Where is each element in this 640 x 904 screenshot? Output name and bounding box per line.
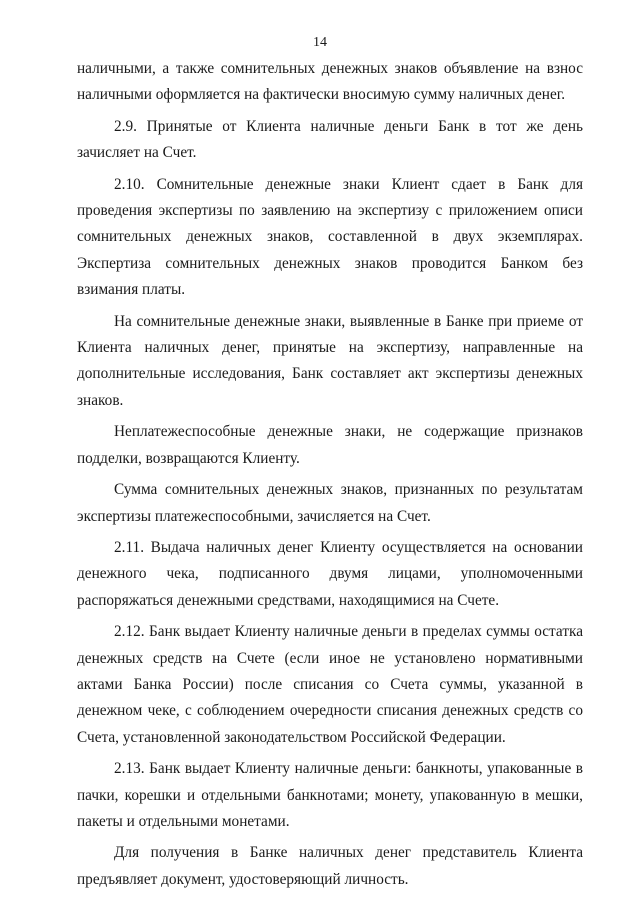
paragraph-solvent-sum: Сумма сомнительных денежных знаков, признанных по результатам экспертизы платежеспособными, зачисляется на Счет. <box>77 481 583 525</box>
paragraph-insolvent-notes: Неплатежеспособные денежные знаки, не содержащие признаков подделки, возвращаются Клиенту. <box>77 423 583 467</box>
paragraph-2-11: 2.11. Выдача наличных денег Клиенту осуществляется на основании денежного чека, подписанного двумя лицами, уполномоченными распоряжаться денежными средствами, находящимися на Счете. <box>77 538 583 609</box>
paragraph-expertise-act: На сомнительные денежные знаки, выявленные в Банке при приеме от Клиента наличных денег, принятые на экспертизу, направленные на дополнительные исследования, Банк составляет акт экспертизы денежных знаков. <box>77 312 583 409</box>
paragraph-2-10: 2.10. Сомнительные денежные знаки Клиент сдает в Банк для проведения экспертизы по заявлению на экспертизу с приложением описи сомнительных денежных знаков, составленной в двух экземплярах. Экспертиза сомнительных денежных знаков проводится Банком без взимания платы. <box>77 175 583 299</box>
paragraph-continuation: наличными, а также сомнительных денежных знаков объявление на взнос наличными оформляется на фактически вносимую сумму наличных денег. <box>77 60 583 104</box>
paragraph-2-12: 2.12. Банк выдает Клиенту наличные деньги в пределах суммы остатка денежных средств на Счете (если иное не установлено нормативными актами Банка России) после списания со Счета суммы, указанной в денежном чеке, с соблюдением очередности списания денежных средств со Счета, установленной законодательством Российской Федерации. <box>77 623 583 746</box>
page-number: 14 <box>313 35 327 50</box>
paragraph-2-13: 2.13. Банк выдает Клиенту наличные деньги: банкноты, упакованные в пачки, корешки и отдельными банкнотами; монету, упакованную в мешки, пакеты и отдельными монетами. <box>77 760 583 830</box>
document-body <box>77 56 583 898</box>
paragraph-identity-document: Для получения в Банке наличных денег представитель Клиента предъявляет документ, удостоверяющий личность. <box>77 844 583 888</box>
paragraph-2-9: 2.9. Принятые от Клиента наличные деньги Банк в тот же день зачисляет на Счет. <box>77 117 583 162</box>
